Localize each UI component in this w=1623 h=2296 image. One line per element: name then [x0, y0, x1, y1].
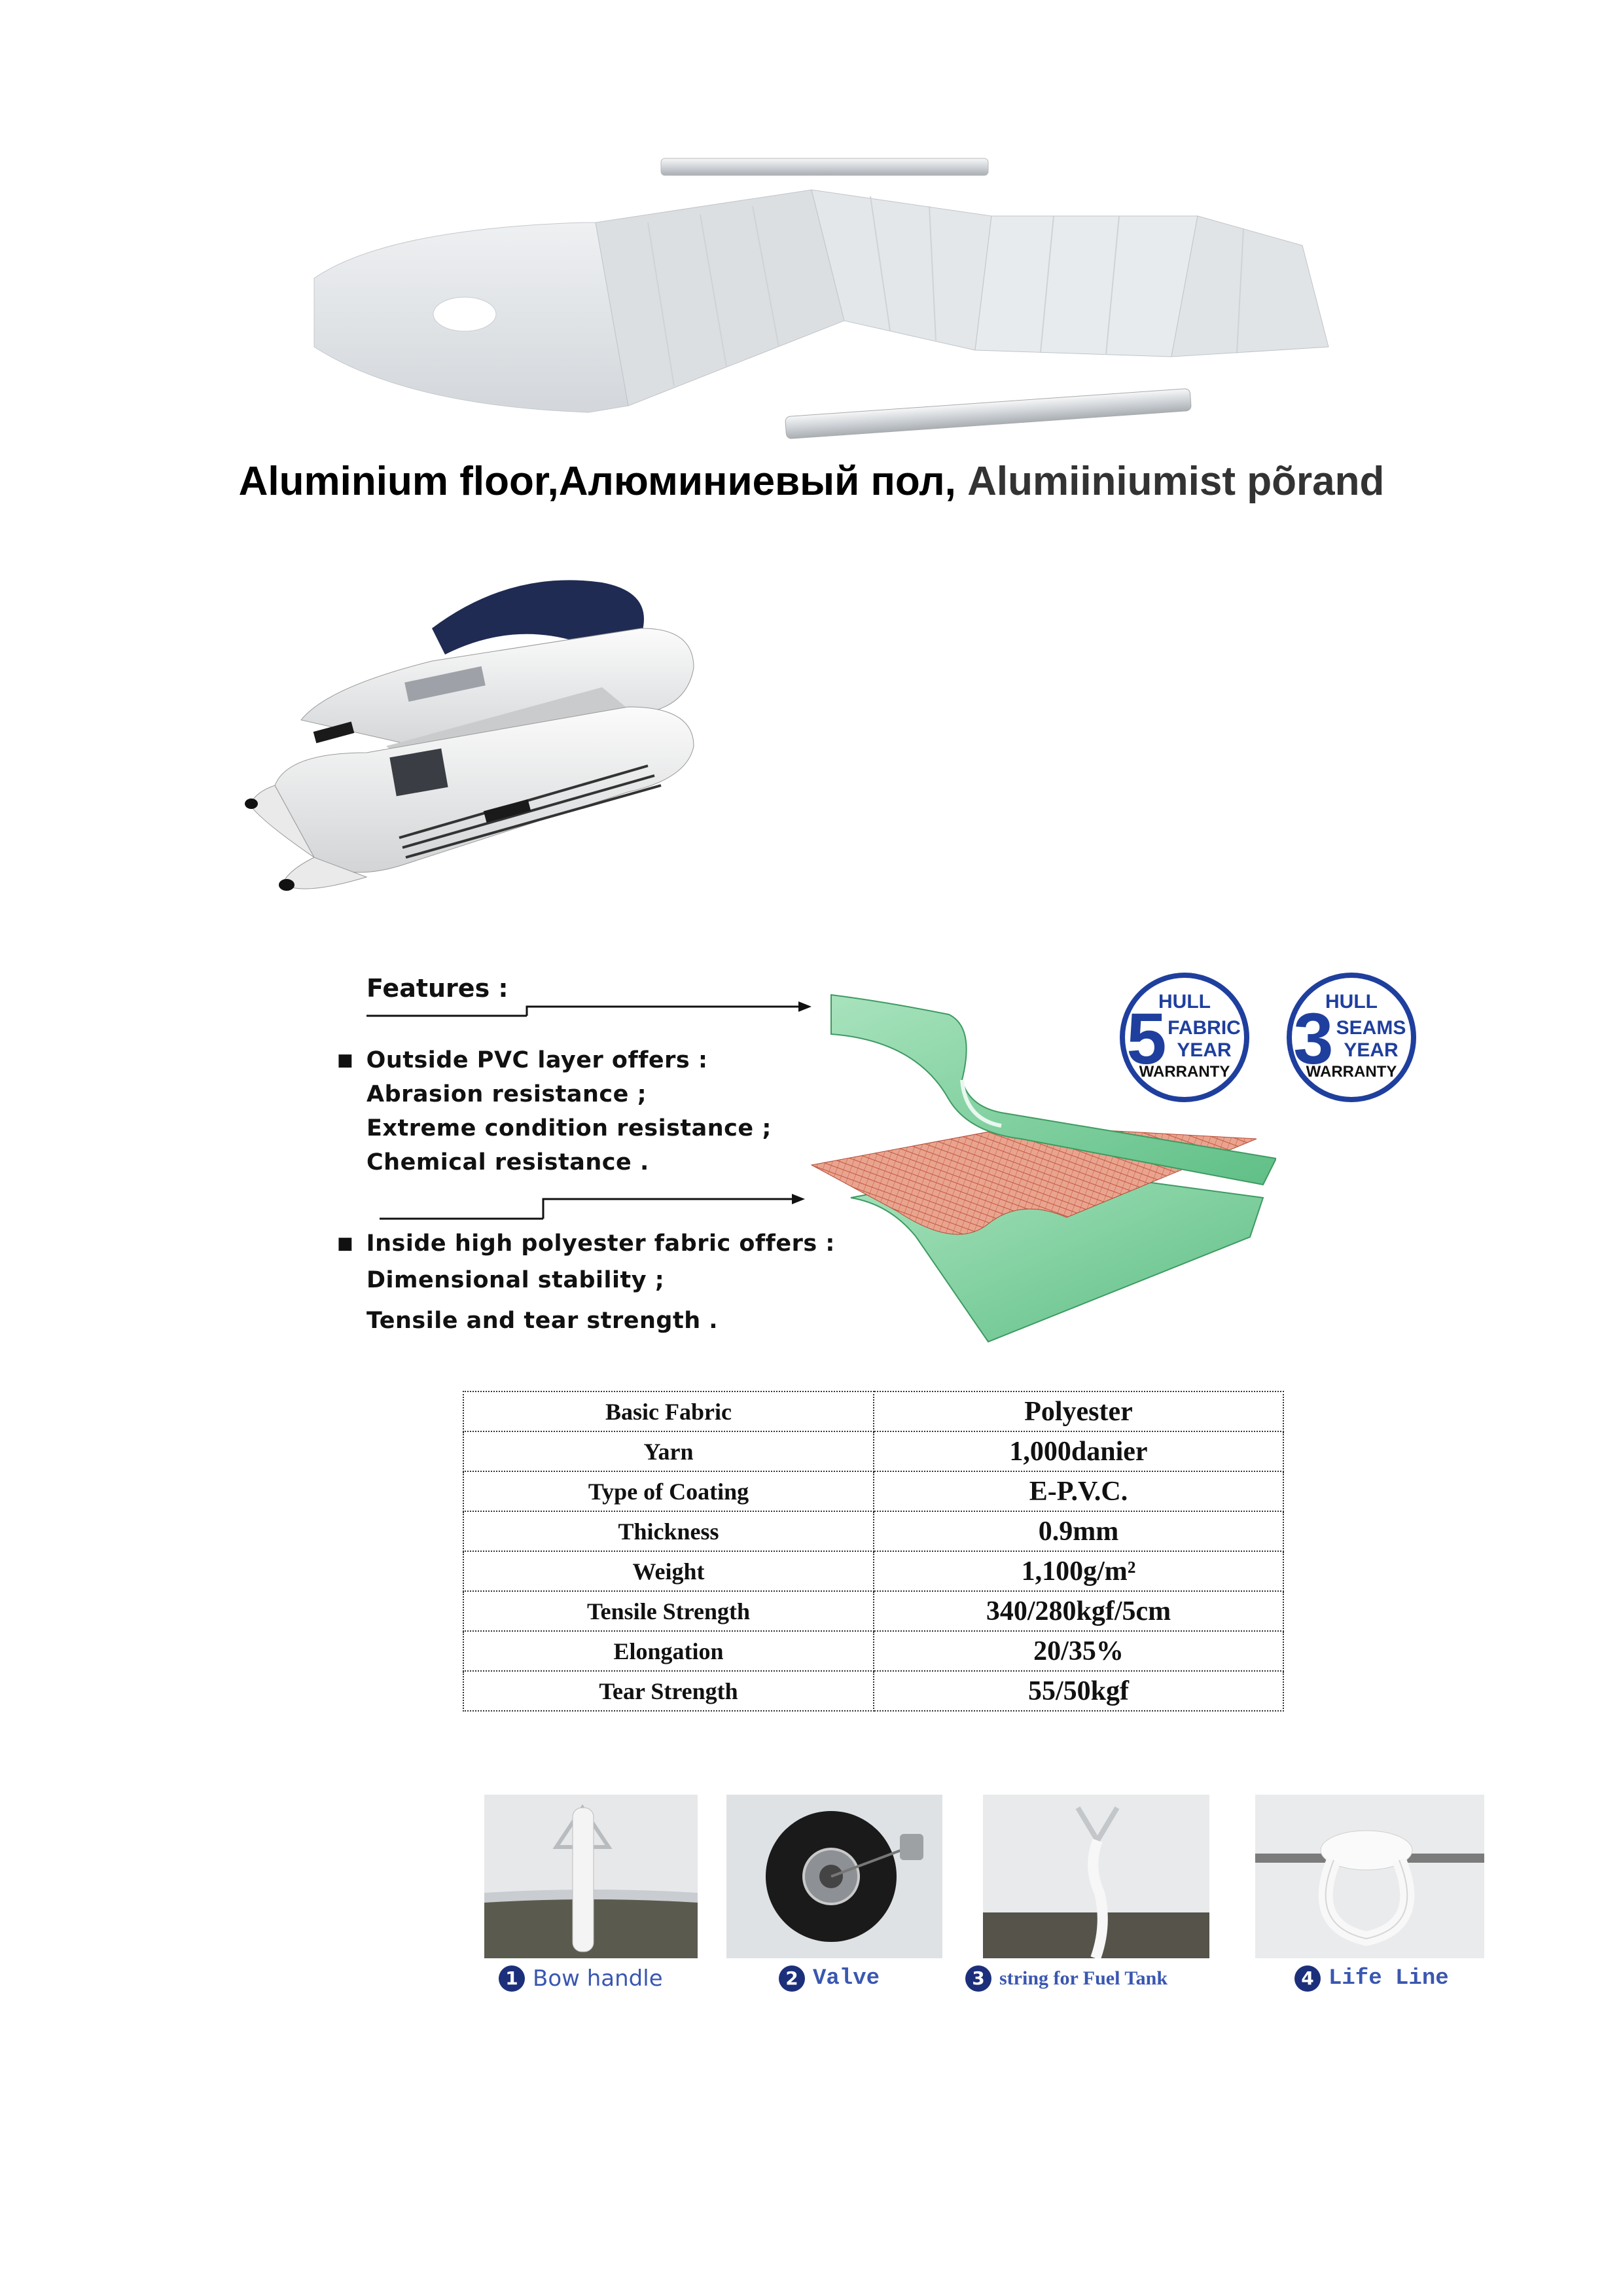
- svg-text:SEAMS: SEAMS: [1336, 1017, 1406, 1039]
- accessory-caption: [779, 1965, 880, 1992]
- hull-fabric-warranty-badge: [1113, 969, 1257, 1106]
- spec-value: 1,000danier: [874, 1431, 1283, 1471]
- spec-value: E-P.V.C.: [874, 1471, 1283, 1511]
- inside-polyester-heading: Inside high polyester fabric offers :: [366, 1230, 835, 1257]
- accessory-label: Valve: [813, 1966, 880, 1991]
- spec-label: Type of Coating: [463, 1471, 874, 1511]
- spec-value: 55/50kgf: [874, 1671, 1283, 1711]
- accessory-number: 4: [1294, 1965, 1321, 1992]
- accessory-number: 3: [965, 1965, 991, 1992]
- accessory-number: 1: [499, 1965, 525, 1992]
- outside-item: Abrasion resistance ;: [366, 1081, 647, 1107]
- table-row: [463, 1591, 1283, 1631]
- svg-text:3: 3: [1293, 999, 1334, 1079]
- accessory-label: string for Fuel Tank: [999, 1967, 1168, 1989]
- spec-label: Thickness: [463, 1511, 874, 1551]
- spec-label: Tensile Strength: [463, 1591, 874, 1631]
- title-primary: Aluminium floor,Алюминиевый пол,: [238, 459, 956, 504]
- svg-text:HULL: HULL: [1325, 991, 1378, 1013]
- inflatable-boat-image: [236, 556, 812, 910]
- accessory-label: Bow handle: [533, 1965, 663, 1992]
- outside-item: Extreme condition resistance ;: [366, 1115, 772, 1141]
- svg-text:5: 5: [1126, 999, 1167, 1079]
- outside-item: Chemical resistance .: [366, 1149, 649, 1175]
- accessory-caption: [499, 1965, 663, 1992]
- hull-seams-warranty-badge: [1279, 969, 1423, 1106]
- accessory-number: 2: [779, 1965, 805, 1992]
- inside-item: Dimensional stability ;: [366, 1267, 665, 1293]
- table-row: [463, 1431, 1283, 1471]
- table-row: [463, 1551, 1283, 1591]
- svg-text:YEAR: YEAR: [1344, 1039, 1399, 1061]
- spec-value: 20/35%: [874, 1631, 1283, 1671]
- table-row: [463, 1631, 1283, 1671]
- table-row: [463, 1471, 1283, 1511]
- fabric-spec-table: [463, 1391, 1284, 1712]
- fuel-tank-string-photo: [983, 1795, 1209, 1958]
- spec-label: Basic Fabric: [463, 1391, 874, 1431]
- spec-value: 340/280kgf/5cm: [874, 1591, 1283, 1631]
- valve-photo: [726, 1795, 942, 1958]
- table-row: [463, 1391, 1283, 1431]
- accessory-label: Life Line: [1329, 1966, 1449, 1991]
- spec-value: Polyester: [874, 1391, 1283, 1431]
- svg-text:YEAR: YEAR: [1177, 1039, 1232, 1061]
- inside-item: Tensile and tear strength .: [366, 1308, 719, 1334]
- page-title: [131, 458, 1492, 505]
- outside-pvc-heading: Outside PVC layer offers :: [366, 1047, 708, 1073]
- spec-label: Weight: [463, 1551, 874, 1591]
- spec-label: Yarn: [463, 1431, 874, 1471]
- svg-text:FABRIC: FABRIC: [1168, 1017, 1241, 1039]
- inside-polyester-block: ■ Inside high polyester fabric offers : Dimensional stability ; Tensile and tear strength .: [337, 1230, 835, 1334]
- svg-text:WARRANTY: WARRANTY: [1306, 1063, 1397, 1081]
- spec-value: 0.9mm: [874, 1511, 1283, 1551]
- spec-label: Tear Strength: [463, 1671, 874, 1711]
- accessory-caption: [965, 1965, 1168, 1992]
- svg-text:WARRANTY: WARRANTY: [1139, 1063, 1230, 1081]
- accessory-caption: [1294, 1965, 1449, 1992]
- svg-text:HULL: HULL: [1158, 991, 1211, 1013]
- table-row: [463, 1511, 1283, 1551]
- spec-label: Elongation: [463, 1631, 874, 1671]
- aluminium-floor-image: [308, 151, 1355, 465]
- outside-pvc-block: ■ Outside PVC layer offers : Abrasion resistance ; Extreme condition resistance ; Chemical resistance .: [337, 1047, 772, 1175]
- table-row: [463, 1671, 1283, 1711]
- features-heading: Features :: [366, 974, 508, 1003]
- spec-value: 1,100g/m²: [874, 1551, 1283, 1591]
- bow-handle-photo: [484, 1795, 698, 1958]
- life-line-photo: [1255, 1795, 1484, 1958]
- title-estonian: Alumiiniumist põrand: [967, 459, 1385, 504]
